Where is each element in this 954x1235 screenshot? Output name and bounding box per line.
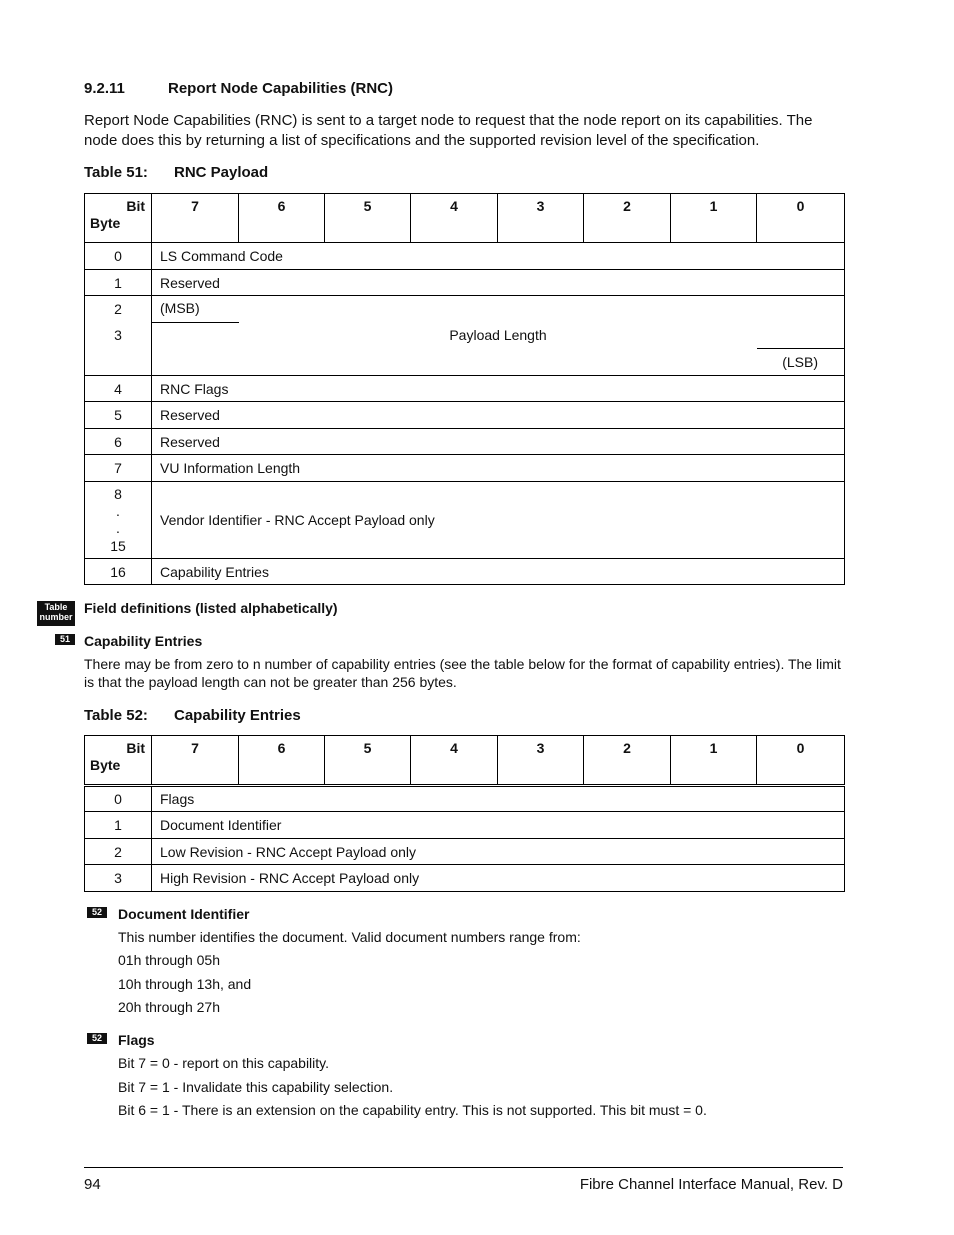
table-row — [85, 482, 845, 559]
payload-length-label: Payload Length — [449, 327, 547, 343]
dot-label: . — [116, 503, 120, 519]
byte-cell: 3 — [85, 865, 152, 892]
bit-byte-header — [85, 736, 152, 786]
byte-cell: 4 — [85, 376, 152, 402]
table-row — [85, 402, 845, 429]
document-identifier-text: This number identifies the document. Valid document numbers range from: — [118, 929, 581, 945]
byte-cell: 0 — [85, 786, 152, 812]
byte-2-label: 2 — [114, 301, 122, 317]
badge-line: number — [39, 612, 73, 622]
section-number: 9.2.11 — [84, 80, 125, 97]
field-cell: High Revision - RNC Accept Payload only — [152, 865, 845, 892]
table-header-row — [85, 736, 845, 786]
field-definitions-title: Field definitions (listed alphabetically) — [84, 600, 338, 616]
table52-caption-title: Capability Entries — [174, 707, 301, 724]
bit-3-header: 3 — [498, 736, 584, 786]
byte-cell — [85, 482, 152, 559]
table-row — [85, 839, 845, 865]
bit-5-header: 5 — [325, 194, 411, 243]
table-row — [85, 296, 845, 376]
page-number: 94 — [84, 1176, 101, 1193]
table-ref-badge: 51 — [55, 634, 75, 645]
field-cell: VU Information Length — [152, 455, 845, 482]
byte-cell: 7 — [85, 455, 152, 482]
bit-4-header: 4 — [411, 736, 498, 786]
byte-cell: 5 — [85, 402, 152, 429]
field-cell: Reserved — [152, 270, 845, 296]
table52-caption-number: Table 52: — [84, 707, 148, 724]
table51-caption-number: Table 51: — [84, 164, 148, 181]
dot-label: . — [116, 520, 120, 536]
rnc-payload-table — [84, 193, 845, 585]
badge-line: Table — [44, 602, 68, 612]
bit-1-header: 1 — [671, 194, 757, 243]
field-cell: Flags — [152, 786, 845, 812]
byte-cell: 6 — [85, 429, 152, 455]
document-range-item: 20h through 27h — [118, 999, 220, 1015]
table-row — [85, 243, 845, 270]
table-row — [85, 786, 845, 812]
bit-7-header: 7 — [152, 194, 239, 243]
byte-15-label: 15 — [110, 538, 126, 554]
msb-divider — [152, 322, 239, 323]
table-row — [85, 270, 845, 296]
table-ref-badge: 52 — [87, 907, 107, 918]
field-cell: Capability Entries — [152, 559, 845, 585]
byte-8-label: 8 — [114, 486, 122, 502]
table-row — [85, 429, 845, 455]
bit-label: Bit — [126, 198, 145, 214]
flags-item: Bit 6 = 1 - There is an extension on the capability entry. This is not supported. This bit must = 0. — [118, 1102, 707, 1118]
bit-byte-header — [85, 194, 152, 243]
bit-6-header: 6 — [239, 194, 325, 243]
msb-label: (MSB) — [160, 300, 200, 316]
flags-item: Bit 7 = 1 - Invalidate this capability selection. — [118, 1079, 394, 1095]
field-cell: Document Identifier — [152, 812, 845, 839]
bit-5-header: 5 — [325, 736, 411, 786]
field-cell: Vendor Identifier - RNC Accept Payload only — [152, 482, 845, 559]
document-range-item: 10h through 13h, and — [118, 976, 252, 992]
capability-entries-title: Capability Entries — [84, 633, 203, 649]
field-cell: Reserved — [152, 429, 845, 455]
capability-entries-text: There may be from zero to n number of capability entries (see the table below for the format of capability entries). The limit is that the payload length can not be greater than 256 bytes. — [84, 656, 841, 690]
table-row — [85, 376, 845, 402]
bit-1-header: 1 — [671, 736, 757, 786]
flags-title: Flags — [118, 1032, 155, 1048]
bit-2-header: 2 — [584, 736, 671, 786]
field-cell: LS Command Code — [152, 243, 845, 270]
table-row — [85, 455, 845, 482]
byte-cell — [85, 296, 152, 376]
document-range-item: 01h through 05h — [118, 952, 220, 968]
bit-6-header: 6 — [239, 736, 325, 786]
flags-item: Bit 7 = 0 - report on this capability. — [118, 1055, 330, 1071]
payload-length-field — [152, 296, 845, 376]
bit-7-header: 7 — [152, 736, 239, 786]
bit-2-header: 2 — [584, 194, 671, 243]
byte-cell: 16 — [85, 559, 152, 585]
byte-3-label: 3 — [114, 327, 122, 343]
document-identifier-title: Document Identifier — [118, 906, 250, 922]
field-cell: Reserved — [152, 402, 845, 429]
table-header-row — [85, 194, 845, 243]
lsb-label: (LSB) — [782, 354, 818, 370]
bit-0-header: 0 — [757, 736, 845, 786]
bit-0-header: 0 — [757, 194, 845, 243]
field-cell: Low Revision - RNC Accept Payload only — [152, 839, 845, 865]
byte-cell: 1 — [85, 812, 152, 839]
byte-label: Byte — [90, 757, 121, 773]
table-number-badge — [37, 601, 75, 626]
footer-rule — [84, 1167, 843, 1168]
footer-title: Fibre Channel Interface Manual, Rev. D — [579, 1176, 843, 1193]
section-title: Report Node Capabilities (RNC) — [168, 80, 394, 97]
table-row — [85, 865, 845, 892]
byte-cell: 2 — [85, 839, 152, 865]
byte-cell: 1 — [85, 270, 152, 296]
bit-3-header: 3 — [498, 194, 584, 243]
table-row — [85, 559, 845, 585]
lsb-divider — [757, 348, 844, 349]
table51-caption-title: RNC Payload — [174, 164, 269, 181]
table-ref-badge: 52 — [87, 1033, 107, 1044]
byte-cell: 0 — [85, 243, 152, 270]
bit-4-header: 4 — [411, 194, 498, 243]
bit-label: Bit — [126, 740, 145, 756]
capability-entries-table — [84, 735, 845, 892]
intro-paragraph: Report Node Capabilities (RNC) is sent to a target node to request that the node report on its capabilities. The node does this by returning a list of specifications and the supported revision level of the specification. — [84, 112, 813, 149]
field-cell: RNC Flags — [152, 376, 845, 402]
table-row — [85, 812, 845, 839]
byte-label: Byte — [90, 215, 121, 231]
